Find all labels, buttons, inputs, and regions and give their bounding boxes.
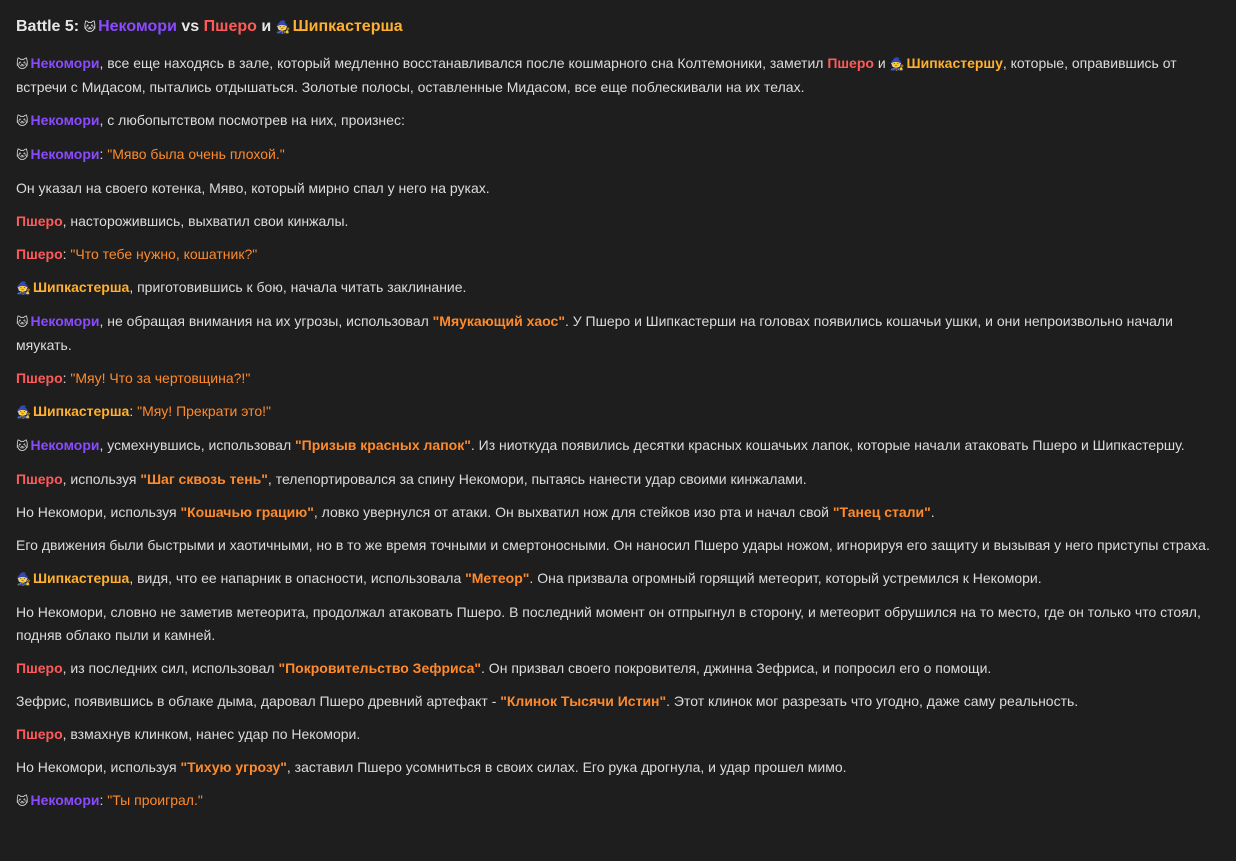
title-nekomori: Некомори bbox=[98, 18, 177, 35]
text: . bbox=[930, 504, 935, 520]
quote: "Что тебе нужно, кошатник?" bbox=[70, 246, 258, 262]
quote: "Мяу! Что за чертовщина?!" bbox=[70, 370, 251, 386]
paragraph-20 bbox=[16, 756, 1220, 779]
text: , ловко увернулся от атаки. Он выхватил нож для стейков изо рта и начал свой bbox=[313, 504, 833, 520]
text: , усмехнувшись, использовал bbox=[99, 437, 296, 453]
name-nekomori: Некомори bbox=[30, 146, 100, 162]
paragraph-10 bbox=[16, 400, 1220, 424]
text: . У Пшеро и Шипкастерши на головах появились кошачьи ушки, и они непроизвольно начали мяукать. bbox=[16, 313, 1173, 353]
name-shipkasterha: Шипкастершу bbox=[906, 55, 1003, 71]
text: , телепортировался за спину Некомори, пытаясь нанести удар своими кинжалами. bbox=[267, 471, 807, 487]
name-nekomori: Некомори bbox=[30, 437, 100, 453]
paragraph-4 bbox=[16, 177, 1220, 200]
text: Но Некомори, используя bbox=[16, 759, 181, 775]
text: и bbox=[873, 55, 890, 71]
text: , используя bbox=[62, 471, 141, 487]
paragraph-21 bbox=[16, 789, 1220, 813]
text: , которые, оправившись от встречи с Мидасом, пытались отдышаться. Золотые полосы, оставленные Мидасом, все еще поблескивали на их телах. bbox=[16, 55, 1177, 95]
skill-name: "Тихую угрозу" bbox=[180, 759, 287, 775]
cat-icon: 🐱 bbox=[16, 439, 29, 453]
skill-name: "Покровительство Зефриса" bbox=[278, 660, 482, 676]
paragraph-8 bbox=[16, 310, 1220, 357]
text: . Он призвал своего покровителя, джинна Зефриса, и попросил его о помощи. bbox=[481, 660, 992, 676]
text: . Этот клинок мог разрезать что угодно, даже саму реальность. bbox=[666, 693, 1079, 709]
text: Зефрис, появившись в облаке дыма, даровал Пшеро древний артефакт - bbox=[16, 693, 501, 709]
name-shipkasterha: Шипкастерша bbox=[32, 279, 130, 295]
mage-icon: 🧙 bbox=[889, 57, 905, 71]
quote: "Мяво была очень плохой." bbox=[107, 146, 285, 162]
text: . Из ниоткуда появились десятки красных кошачьих лапок, которые начали атаковать Пшеро и Шипкастершу. bbox=[470, 437, 1185, 453]
title-and: и bbox=[256, 18, 276, 35]
mage-icon: 🧙 bbox=[16, 281, 31, 295]
text: , насторожившись, выхватил свои кинжалы. bbox=[62, 213, 349, 229]
text: Он указал на своего котенка, Мяво, который мирно спал у него на руках. bbox=[16, 180, 490, 196]
name-shipkasterha: Шипкастерша bbox=[32, 570, 130, 586]
title-vs: vs bbox=[176, 18, 204, 35]
skill-name: "Кошачью грацию" bbox=[180, 504, 314, 520]
cat-icon: 🐱 bbox=[16, 315, 29, 329]
name-pshero: Пшеро bbox=[16, 660, 63, 676]
paragraph-6 bbox=[16, 243, 1220, 266]
name-pshero: Пшеро bbox=[827, 55, 874, 71]
mage-icon: 🧙 bbox=[275, 20, 291, 34]
paragraph-9 bbox=[16, 367, 1220, 390]
skill-name: "Метеор" bbox=[465, 570, 530, 586]
text: , взмахнув клинком, нанес удар по Некомори. bbox=[62, 726, 361, 742]
quote: "Мяу! Прекрати это!" bbox=[137, 403, 271, 419]
text: : bbox=[62, 246, 71, 262]
name-pshero: Пшеро bbox=[16, 246, 63, 262]
paragraph-2 bbox=[16, 109, 1220, 133]
name-nekomori: Некомори bbox=[30, 112, 100, 128]
name-shipkasterha: Шипкастерша bbox=[32, 403, 130, 419]
paragraph-16 bbox=[16, 601, 1220, 647]
title-prefix: Battle 5: bbox=[16, 18, 84, 35]
text: : bbox=[99, 146, 108, 162]
text: , все еще находясь в зале, который медленно восстанавливался после кошмарного сна Колтемоники, заметил bbox=[99, 55, 828, 71]
text: Но Некомори, используя bbox=[16, 504, 181, 520]
paragraph-19 bbox=[16, 723, 1220, 746]
skill-name: "Призыв красных лапок" bbox=[295, 437, 471, 453]
text: , из последних сил, использовал bbox=[62, 660, 279, 676]
paragraph-11 bbox=[16, 434, 1220, 458]
paragraph-12 bbox=[16, 468, 1220, 491]
paragraph-1 bbox=[16, 52, 1220, 99]
title-shipkasterha: Шипкастерша bbox=[292, 18, 403, 35]
text: . Она призвала огромный горящий метеорит, который устремился к Некомори. bbox=[529, 570, 1042, 586]
name-nekomori: Некомори bbox=[30, 313, 100, 329]
cat-icon: 🐱 bbox=[16, 794, 29, 808]
skill-name: "Танец стали" bbox=[832, 504, 931, 520]
text: , видя, что ее напарник в опасности, использовала bbox=[129, 570, 466, 586]
cat-icon: 🐱 bbox=[16, 114, 29, 128]
name-nekomori: Некомори bbox=[30, 792, 100, 808]
paragraph-7 bbox=[16, 276, 1220, 300]
name-pshero: Пшеро bbox=[16, 471, 63, 487]
text: : bbox=[129, 403, 138, 419]
paragraph-14 bbox=[16, 534, 1220, 557]
name-pshero: Пшеро bbox=[16, 370, 63, 386]
paragraph-15 bbox=[16, 567, 1220, 591]
skill-name: "Клинок Тысячи Истин" bbox=[500, 693, 667, 709]
title-pshero: Пшеро bbox=[203, 18, 257, 35]
cat-icon: 🐱 bbox=[83, 20, 97, 34]
text: , приготовившись к бою, начала читать заклинание. bbox=[129, 279, 467, 295]
text: , не обращая внимания на их угрозы, использовал bbox=[99, 313, 433, 329]
text: Но Некомори, словно не заметив метеорита, продолжал атаковать Пшеро. В последний момент он отпрыгнул в сторону, и метеорит обрушился на то место, где он только что стоял, подняв облако пыли и камней. bbox=[16, 604, 1201, 643]
quote: "Ты проиграл." bbox=[107, 792, 203, 808]
mage-icon: 🧙 bbox=[16, 405, 31, 419]
skill-name: "Мяукающий хаос" bbox=[432, 313, 565, 329]
paragraph-5 bbox=[16, 210, 1220, 233]
text: , заставил Пшеро усомниться в своих силах. Его рука дрогнула, и удар прошел мимо. bbox=[286, 759, 847, 775]
paragraph-17 bbox=[16, 657, 1220, 680]
skill-name: "Шаг сквозь тень" bbox=[140, 471, 268, 487]
text: Его движения были быстрыми и хаотичными, но в то же время точными и смертоносными. Он наносил Пшеро удары ножом, игнорируя его защиту и вызывая у него приступы страха. bbox=[16, 537, 1210, 553]
cat-icon: 🐱 bbox=[16, 57, 29, 71]
paragraph-18 bbox=[16, 690, 1220, 713]
text: : bbox=[99, 792, 108, 808]
mage-icon: 🧙 bbox=[16, 572, 31, 586]
text: , с любопытством посмотрев на них, произнес: bbox=[99, 112, 405, 128]
battle-title bbox=[16, 16, 1220, 38]
paragraph-13 bbox=[16, 501, 1220, 524]
paragraph-3 bbox=[16, 143, 1220, 167]
name-pshero: Пшеро bbox=[16, 213, 63, 229]
text: : bbox=[62, 370, 71, 386]
name-pshero: Пшеро bbox=[16, 726, 63, 742]
cat-icon: 🐱 bbox=[16, 148, 29, 162]
name-nekomori: Некомори bbox=[30, 55, 100, 71]
